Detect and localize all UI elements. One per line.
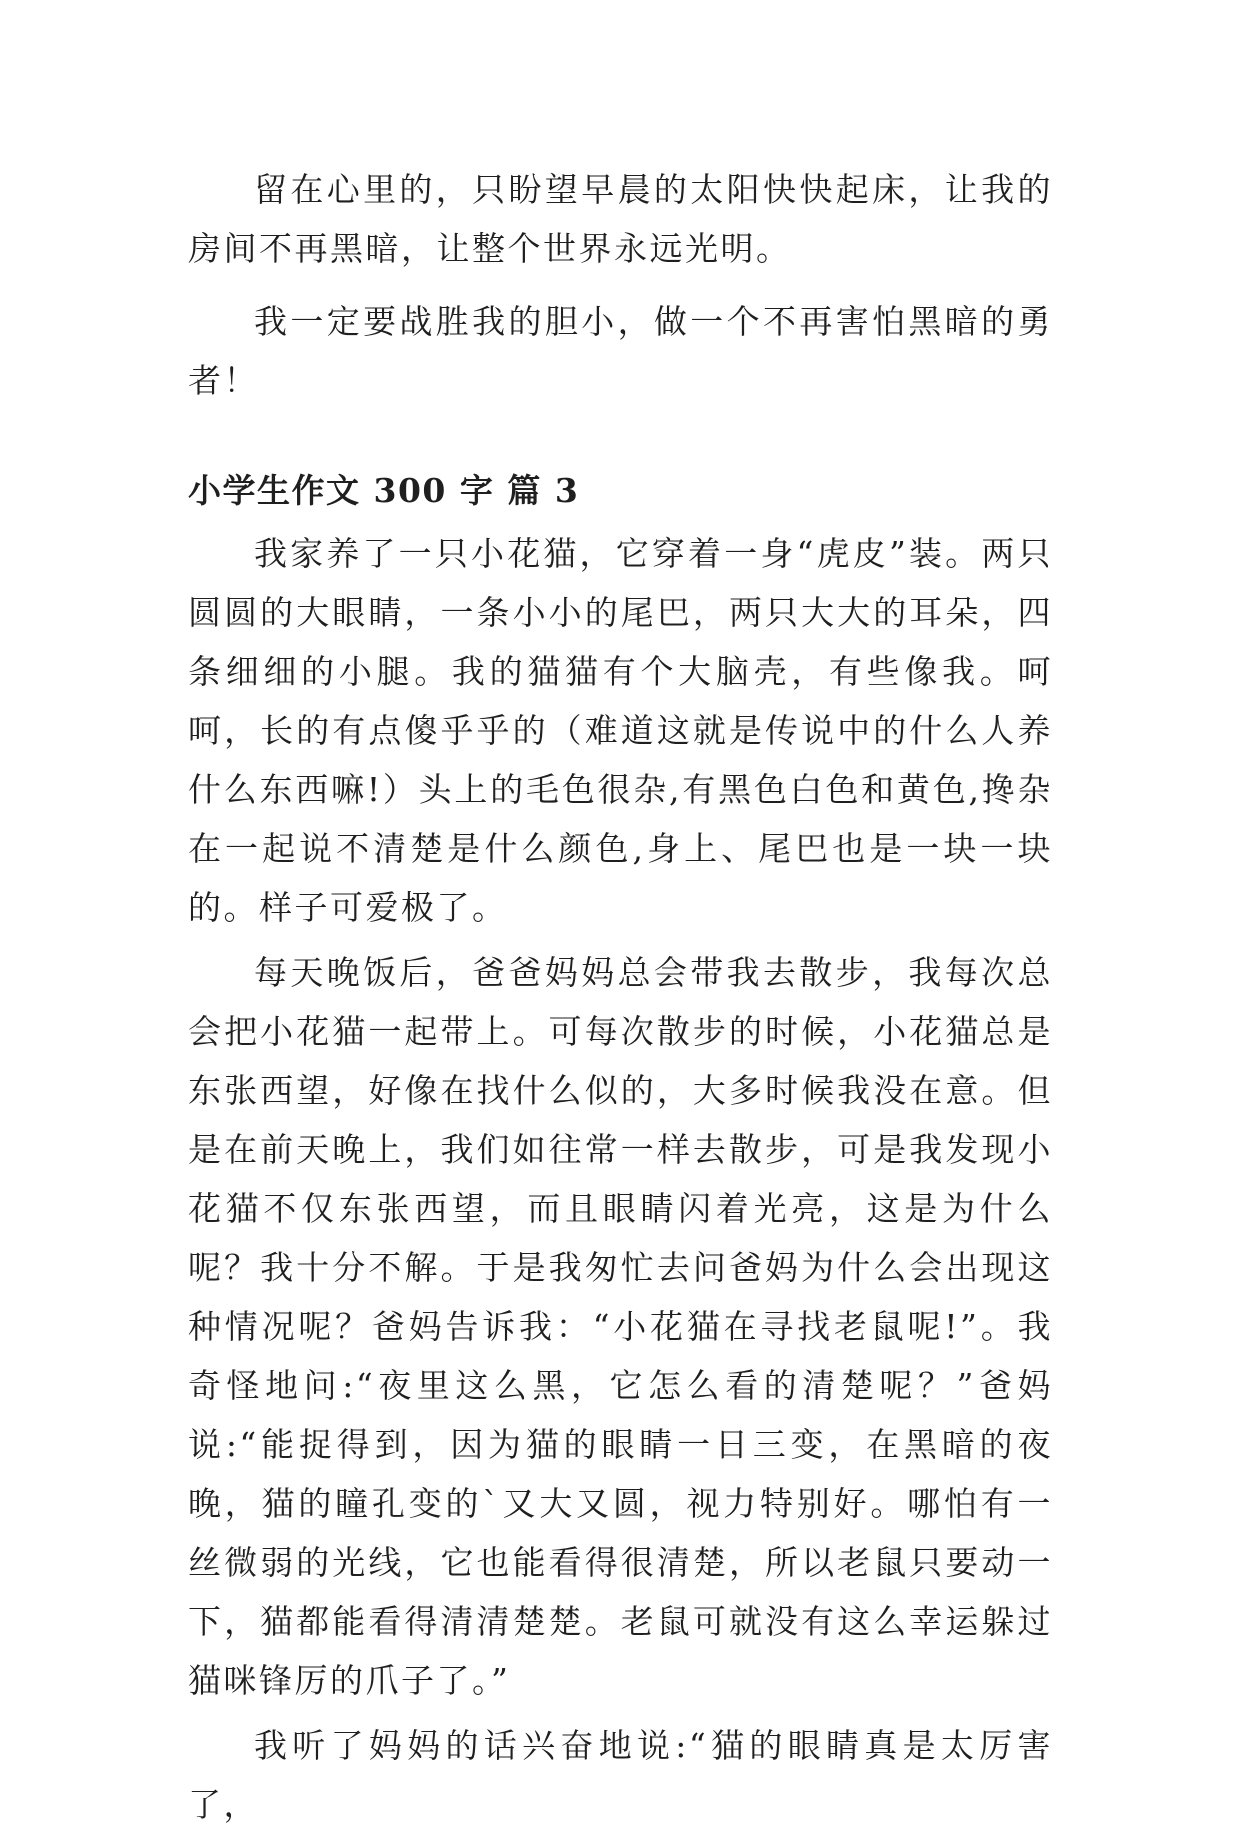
section-heading: 小学生作文 300 字 篇 3: [188, 471, 580, 510]
paragraph-section-1: 我家养了一只小花猫，它穿着一身“虎皮”装。两只圆圆的大眼睛，一条小小的尾巴，两只大大的耳朵，四条细细的小腿。我的猫猫有个大脑壳，有些像我。呵呵，长的有点傻乎乎的（难道这就是传说中的什么人养什么东西嘛!）头上的毛色很杂,有黑色白色和黄色,搀杂在一起说不清楚是什么颜色,身上、尾巴也是一块一块的。样子可爱极了。: [188, 534, 1053, 927]
paragraph-intro-2: 我一定要战胜我的胆小，做一个不再害怕黑暗的勇者！: [188, 302, 1053, 400]
paragraph-intro-1: 留在心里的，只盼望早晨的太阳快快起床，让我的房间不再黑暗，让整个世界永远光明。: [188, 170, 1053, 268]
paragraph-section-2: 每天晚饭后，爸爸妈妈总会带我去散步，我每次总会把小花猫一起带上。可每次散步的时候，小花猫总是东张西望，好像在找什么似的，大多时候我没在意。但是在前天晚上，我们如往常一样去散步，可是我发现小花猫不仅东张西望，而且眼睛闪着光亮，这是为什么呢？我十分不解。于是我匆忙去问爸妈为什么会出现这种情况呢？爸妈告诉我：“小花猫在寻找老鼠呢!”。我奇怪地问:“夜里这么黑，它怎么看的清楚呢？”爸妈说:“能捉得到，因为猫的眼睛一日三变，在黑暗的夜晚，猫的瞳孔变的`又大又圆，视力特别好。哪怕有一丝微弱的光线，它也能看得很清楚，所以老鼠只要动一下，猫都能看得清清楚楚。老鼠可就没有这么幸运躲过猫咪锋厉的爪子了。”: [188, 953, 1053, 1700]
document-page: [188, 160, 1053, 1834]
section-spacer: [188, 410, 1053, 461]
paragraph-section-3: 我听了妈妈的话兴奋地说:“猫的眼睛真是太厉害了，: [188, 1726, 1053, 1824]
